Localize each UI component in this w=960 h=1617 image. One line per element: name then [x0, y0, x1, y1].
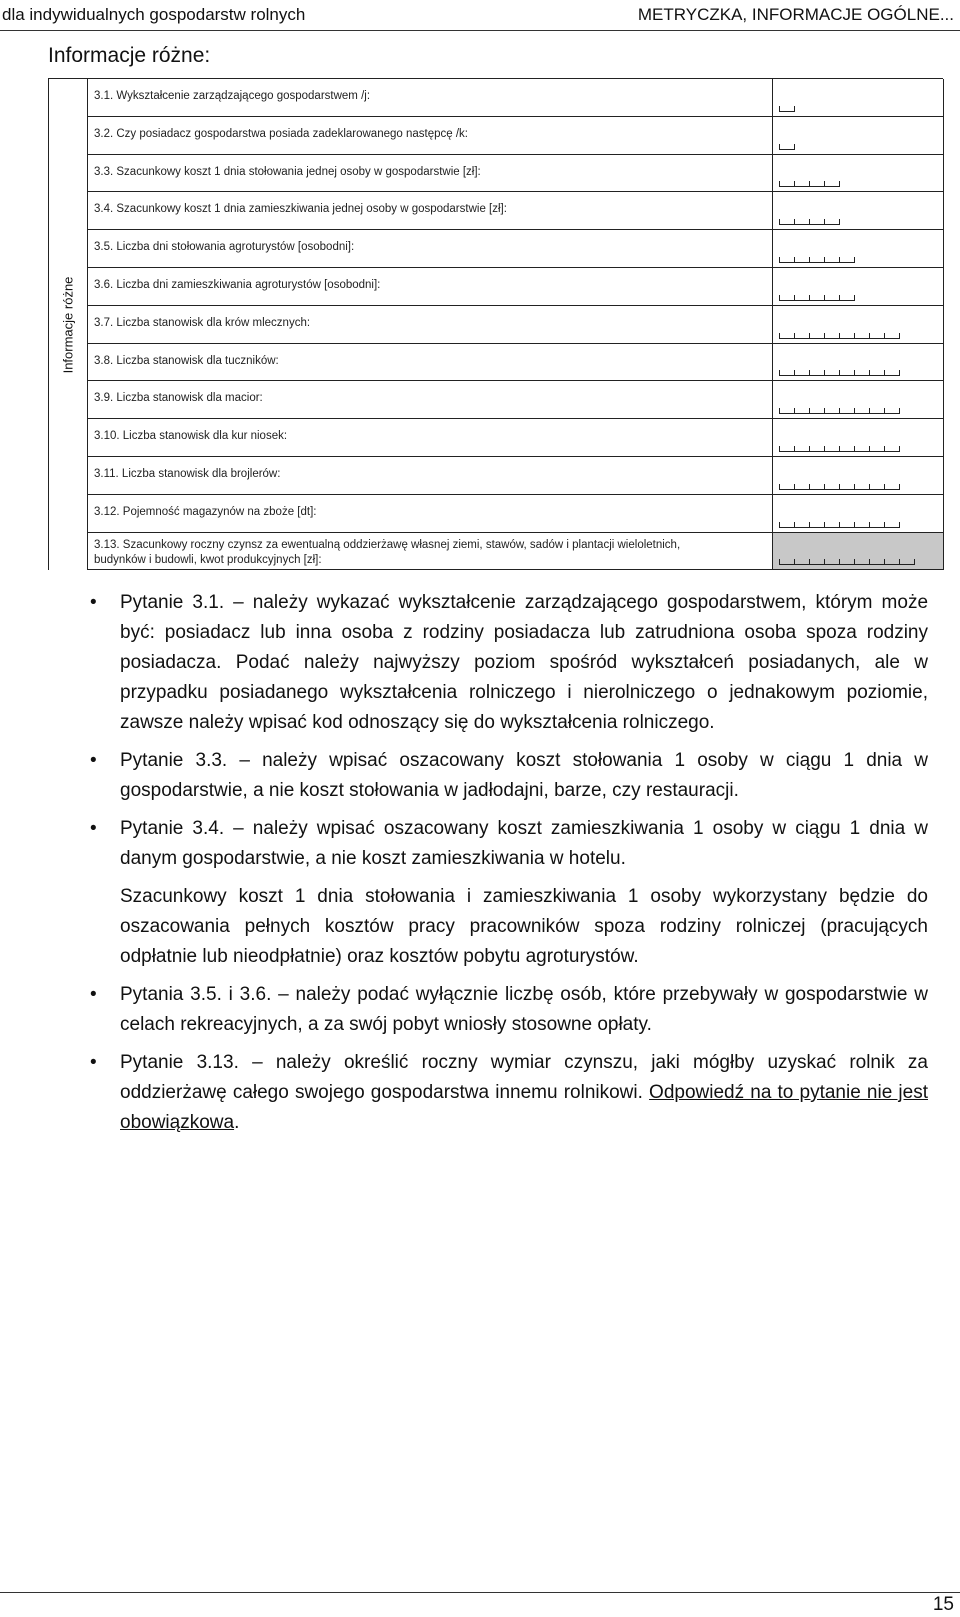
question-label: 3.2. Czy posiadacz gospodarstwa posiada zadeklarowanego następcę /k:: [94, 127, 468, 140]
digit-boxes: [779, 484, 900, 490]
digit-box[interactable]: [794, 522, 809, 528]
digit-box[interactable]: [824, 370, 839, 376]
bullet-icon: •: [90, 1052, 97, 1073]
page-header: [0, 0, 960, 31]
digit-box[interactable]: [794, 219, 809, 225]
answer-field[interactable]: [772, 155, 944, 192]
digit-box[interactable]: [854, 522, 869, 528]
question-label: 3.11. Liczba stanowisk dla brojlerów:: [94, 467, 281, 480]
digit-box[interactable]: [809, 219, 824, 225]
bullet-icon: •: [90, 818, 97, 839]
question-row: [87, 381, 944, 419]
digit-box[interactable]: [854, 370, 869, 376]
question-label: 3.10. Liczba stanowisk dla kur niosek:: [94, 430, 288, 443]
question-label: 3.4. Szacunkowy koszt 1 dnia zamieszkiwania jednej osoby w gospodarstwie [zł]:: [94, 203, 507, 216]
digit-box[interactable]: [779, 106, 795, 112]
note-3-13: [90, 1048, 929, 1138]
side-label: [49, 79, 87, 571]
question-label: 3.13. Szacunkowy roczny czynsz za ewentualną oddzierżawę własnej ziemi, stawów, sadów i plantacji wieloletnich, budynków i budowli, kwot produkcyjnych [zł]:: [94, 538, 681, 566]
digit-box[interactable]: [869, 522, 884, 528]
note-3-1: [90, 588, 929, 738]
digit-boxes: [779, 144, 795, 150]
digit-box[interactable]: [824, 257, 839, 263]
digit-box[interactable]: [884, 446, 900, 452]
answer-field[interactable]: [772, 79, 944, 116]
digit-boxes: [779, 333, 900, 339]
digit-box[interactable]: [839, 370, 854, 376]
digit-boxes: [779, 522, 900, 528]
digit-box[interactable]: [869, 370, 884, 376]
question-label: 3.8. Liczba stanowisk dla tuczników:: [94, 354, 279, 367]
digit-boxes: [779, 106, 795, 112]
digit-box[interactable]: [794, 446, 809, 452]
digit-boxes: [779, 559, 915, 565]
digit-box[interactable]: [839, 257, 855, 263]
digit-box[interactable]: [809, 295, 824, 301]
digit-boxes: [779, 257, 855, 263]
digit-box[interactable]: [869, 559, 884, 565]
question-label: 3.12. Pojemność magazynów na zboże [dt]:: [94, 505, 317, 518]
digit-box[interactable]: [854, 446, 869, 452]
note-label: Pytanie 3.1.: [120, 592, 225, 613]
digit-box[interactable]: [779, 181, 794, 187]
question-label: 3.1. Wykształcenie zarządzającego gospodarstwem /j:: [94, 90, 371, 102]
digit-box[interactable]: [854, 333, 869, 339]
digit-box[interactable]: [854, 408, 869, 414]
section-title: Informacje różne:: [48, 44, 211, 67]
digit-box[interactable]: [794, 181, 809, 187]
question-label: 3.6. Liczba dni zamieszkiwania agroturystów [osobodni]:: [94, 278, 381, 291]
digit-box[interactable]: [884, 484, 900, 490]
digit-boxes: [779, 219, 840, 225]
note-3-5-3-6: [90, 980, 928, 1040]
digit-box[interactable]: [839, 484, 854, 490]
digit-box[interactable]: [779, 559, 794, 565]
question-row: [87, 457, 944, 495]
digit-box[interactable]: [884, 333, 900, 339]
answer-field[interactable]: [772, 381, 944, 418]
digit-box[interactable]: [779, 370, 794, 376]
digit-box[interactable]: [779, 257, 794, 263]
digit-box[interactable]: [824, 408, 839, 414]
digit-box[interactable]: [824, 559, 839, 565]
digit-box[interactable]: [794, 408, 809, 414]
digit-box[interactable]: [854, 559, 869, 565]
digit-box[interactable]: [809, 446, 824, 452]
digit-box[interactable]: [779, 144, 795, 150]
digit-box[interactable]: [779, 219, 794, 225]
question-row: [87, 192, 944, 230]
digit-box[interactable]: [839, 559, 854, 565]
digit-box[interactable]: [899, 559, 915, 565]
digit-boxes: [779, 181, 840, 187]
note-label: Pytania 3.5. i 3.6.: [120, 984, 272, 1005]
digit-box[interactable]: [839, 295, 855, 301]
question-row: [87, 79, 944, 117]
question-row: [87, 419, 944, 457]
question-row: [87, 533, 944, 571]
digit-box[interactable]: [824, 181, 840, 187]
question-row: [87, 155, 944, 193]
digit-box[interactable]: [779, 484, 794, 490]
digit-boxes: [779, 295, 855, 301]
answer-field[interactable]: [772, 306, 944, 343]
digit-box[interactable]: [869, 484, 884, 490]
question-label: 3.3. Szacunkowy koszt 1 dnia stołowania jednej osoby w gospodarstwie [zł]:: [94, 165, 481, 178]
digit-box[interactable]: [779, 295, 794, 301]
digit-box[interactable]: [809, 484, 824, 490]
note-paragraph: Szacunkowy koszt 1 dnia stołowania i zamieszkiwania 1 osoby wykorzystany będzie do oszacowania pełnych kosztów pracy pracowników spoza rodziny rolniczej (pracujących odpłatnie lub nieodpłatnie) oraz kosztów pobytu agroturystów.: [120, 886, 928, 967]
instructions: [90, 588, 929, 1146]
digit-box[interactable]: [869, 446, 884, 452]
digit-box[interactable]: [884, 522, 900, 528]
digit-box[interactable]: [794, 484, 809, 490]
question-row: [87, 306, 944, 344]
footer-divider: [0, 1592, 960, 1593]
answer-field[interactable]: [772, 533, 944, 570]
side-label-text: Informacje różne: [60, 276, 76, 374]
question-rows: [87, 79, 944, 570]
question-row: [87, 344, 944, 382]
digit-box[interactable]: [794, 370, 809, 376]
digit-box[interactable]: [779, 522, 794, 528]
digit-box[interactable]: [794, 333, 809, 339]
digit-box[interactable]: [809, 181, 824, 187]
answer-field[interactable]: [772, 457, 944, 494]
digit-box[interactable]: [809, 333, 824, 339]
digit-box[interactable]: [824, 446, 839, 452]
digit-box[interactable]: [809, 370, 824, 376]
note-end: .: [234, 1112, 240, 1133]
digit-box[interactable]: [884, 408, 900, 414]
digit-box[interactable]: [824, 484, 839, 490]
digit-box[interactable]: [794, 295, 809, 301]
digit-box[interactable]: [779, 333, 794, 339]
answer-field[interactable]: [772, 344, 944, 381]
answer-field[interactable]: [772, 192, 944, 229]
answer-field[interactable]: [772, 117, 944, 154]
digit-box[interactable]: [809, 522, 824, 528]
digit-box[interactable]: [794, 559, 809, 565]
header-left-title: dla indywidualnych gospodarstw rolnych: [2, 5, 306, 24]
answer-field[interactable]: [772, 268, 944, 305]
digit-box[interactable]: [884, 559, 899, 565]
digit-box[interactable]: [809, 408, 824, 414]
bullet-icon: •: [90, 750, 97, 771]
question-row: [87, 117, 944, 155]
digit-box[interactable]: [839, 522, 854, 528]
bullet-icon: •: [90, 984, 97, 1005]
page-number: 15: [932, 1594, 954, 1615]
note-text: – należy podać wyłącznie liczbę osób, które przebywały w gospodarstwie w celach rekreacyjnych, a za swój pobyt wniosły stosowne opłaty.: [120, 984, 928, 1035]
digit-box[interactable]: [839, 333, 854, 339]
digit-box[interactable]: [824, 522, 839, 528]
answer-field[interactable]: [772, 495, 944, 532]
digit-box[interactable]: [839, 408, 854, 414]
digit-boxes: [779, 446, 900, 452]
question-row: [87, 268, 944, 306]
digit-box[interactable]: [809, 257, 824, 263]
digit-box[interactable]: [839, 446, 854, 452]
digit-boxes: [779, 408, 900, 414]
note-label: Pytanie 3.4.: [120, 818, 225, 839]
digit-box[interactable]: [779, 408, 794, 414]
digit-box[interactable]: [809, 559, 824, 565]
digit-box[interactable]: [794, 257, 809, 263]
note-3-4: [90, 814, 928, 874]
digit-box[interactable]: [869, 408, 884, 414]
info-form-table: [48, 78, 943, 570]
question-label: 3.9. Liczba stanowisk dla macior:: [94, 392, 263, 405]
question-label: 3.7. Liczba stanowisk dla krów mlecznych:: [94, 316, 311, 329]
question-row: [87, 230, 944, 268]
note-underlined: Odpowiedź na to pytanie nie jest obowiązkowa: [120, 1082, 928, 1133]
digit-box[interactable]: [824, 219, 840, 225]
digit-box[interactable]: [854, 484, 869, 490]
digit-box[interactable]: [869, 333, 884, 339]
digit-boxes: [779, 370, 900, 376]
note-label: Pytanie 3.3.: [120, 750, 228, 771]
digit-box[interactable]: [884, 370, 900, 376]
header-right-title: METRYCZKA, INFORMACJE OGÓLNE...: [637, 5, 954, 24]
question-label: 3.5. Liczba dni stołowania agroturystów [osobodni]:: [94, 241, 355, 254]
bullet-icon: •: [90, 592, 97, 613]
digit-box[interactable]: [824, 295, 839, 301]
question-row: [87, 495, 944, 533]
digit-box[interactable]: [824, 333, 839, 339]
note-text: – należy wpisać oszacowany koszt zamieszkiwania 1 osoby w ciągu 1 dnia w danym gospodarstwie, a nie koszt zamieszkiwania w hotelu.: [120, 818, 928, 869]
note-3-3: [90, 746, 928, 806]
note-text: – należy wykazać wykształcenie zarządzającego gospodarstwem, którym może być: posiadacz lub inna osoba z rodziny posiadacza lub zatrudniona osoba spoza rodziny posiadacza. Podać należy najwyższy poziom spośród wykształceń posiadanych, ale w przypadku posiadanego wykształcenia rolniczego i nierolniczego o jednakowym poziomie, zawsze należy wpisać kod odnoszący się do wykształcenia rolniczego.: [120, 592, 929, 733]
answer-field[interactable]: [772, 419, 944, 456]
answer-field[interactable]: [772, 230, 944, 267]
note-text: – należy określić roczny wymiar czynszu, jaki mógłby uzyskać rolnik za oddzierżawę całego swojego gospodarstwa innemu rolnikowi.: [120, 1052, 929, 1103]
note-label: Pytanie 3.13.: [120, 1052, 239, 1073]
note-text: – należy wpisać oszacowany koszt stołowania 1 osoby w ciągu 1 dnia w gospodarstwie, a nie koszt stołowania w jadłodajni, barze, czy restauracji.: [120, 750, 928, 801]
digit-box[interactable]: [779, 446, 794, 452]
